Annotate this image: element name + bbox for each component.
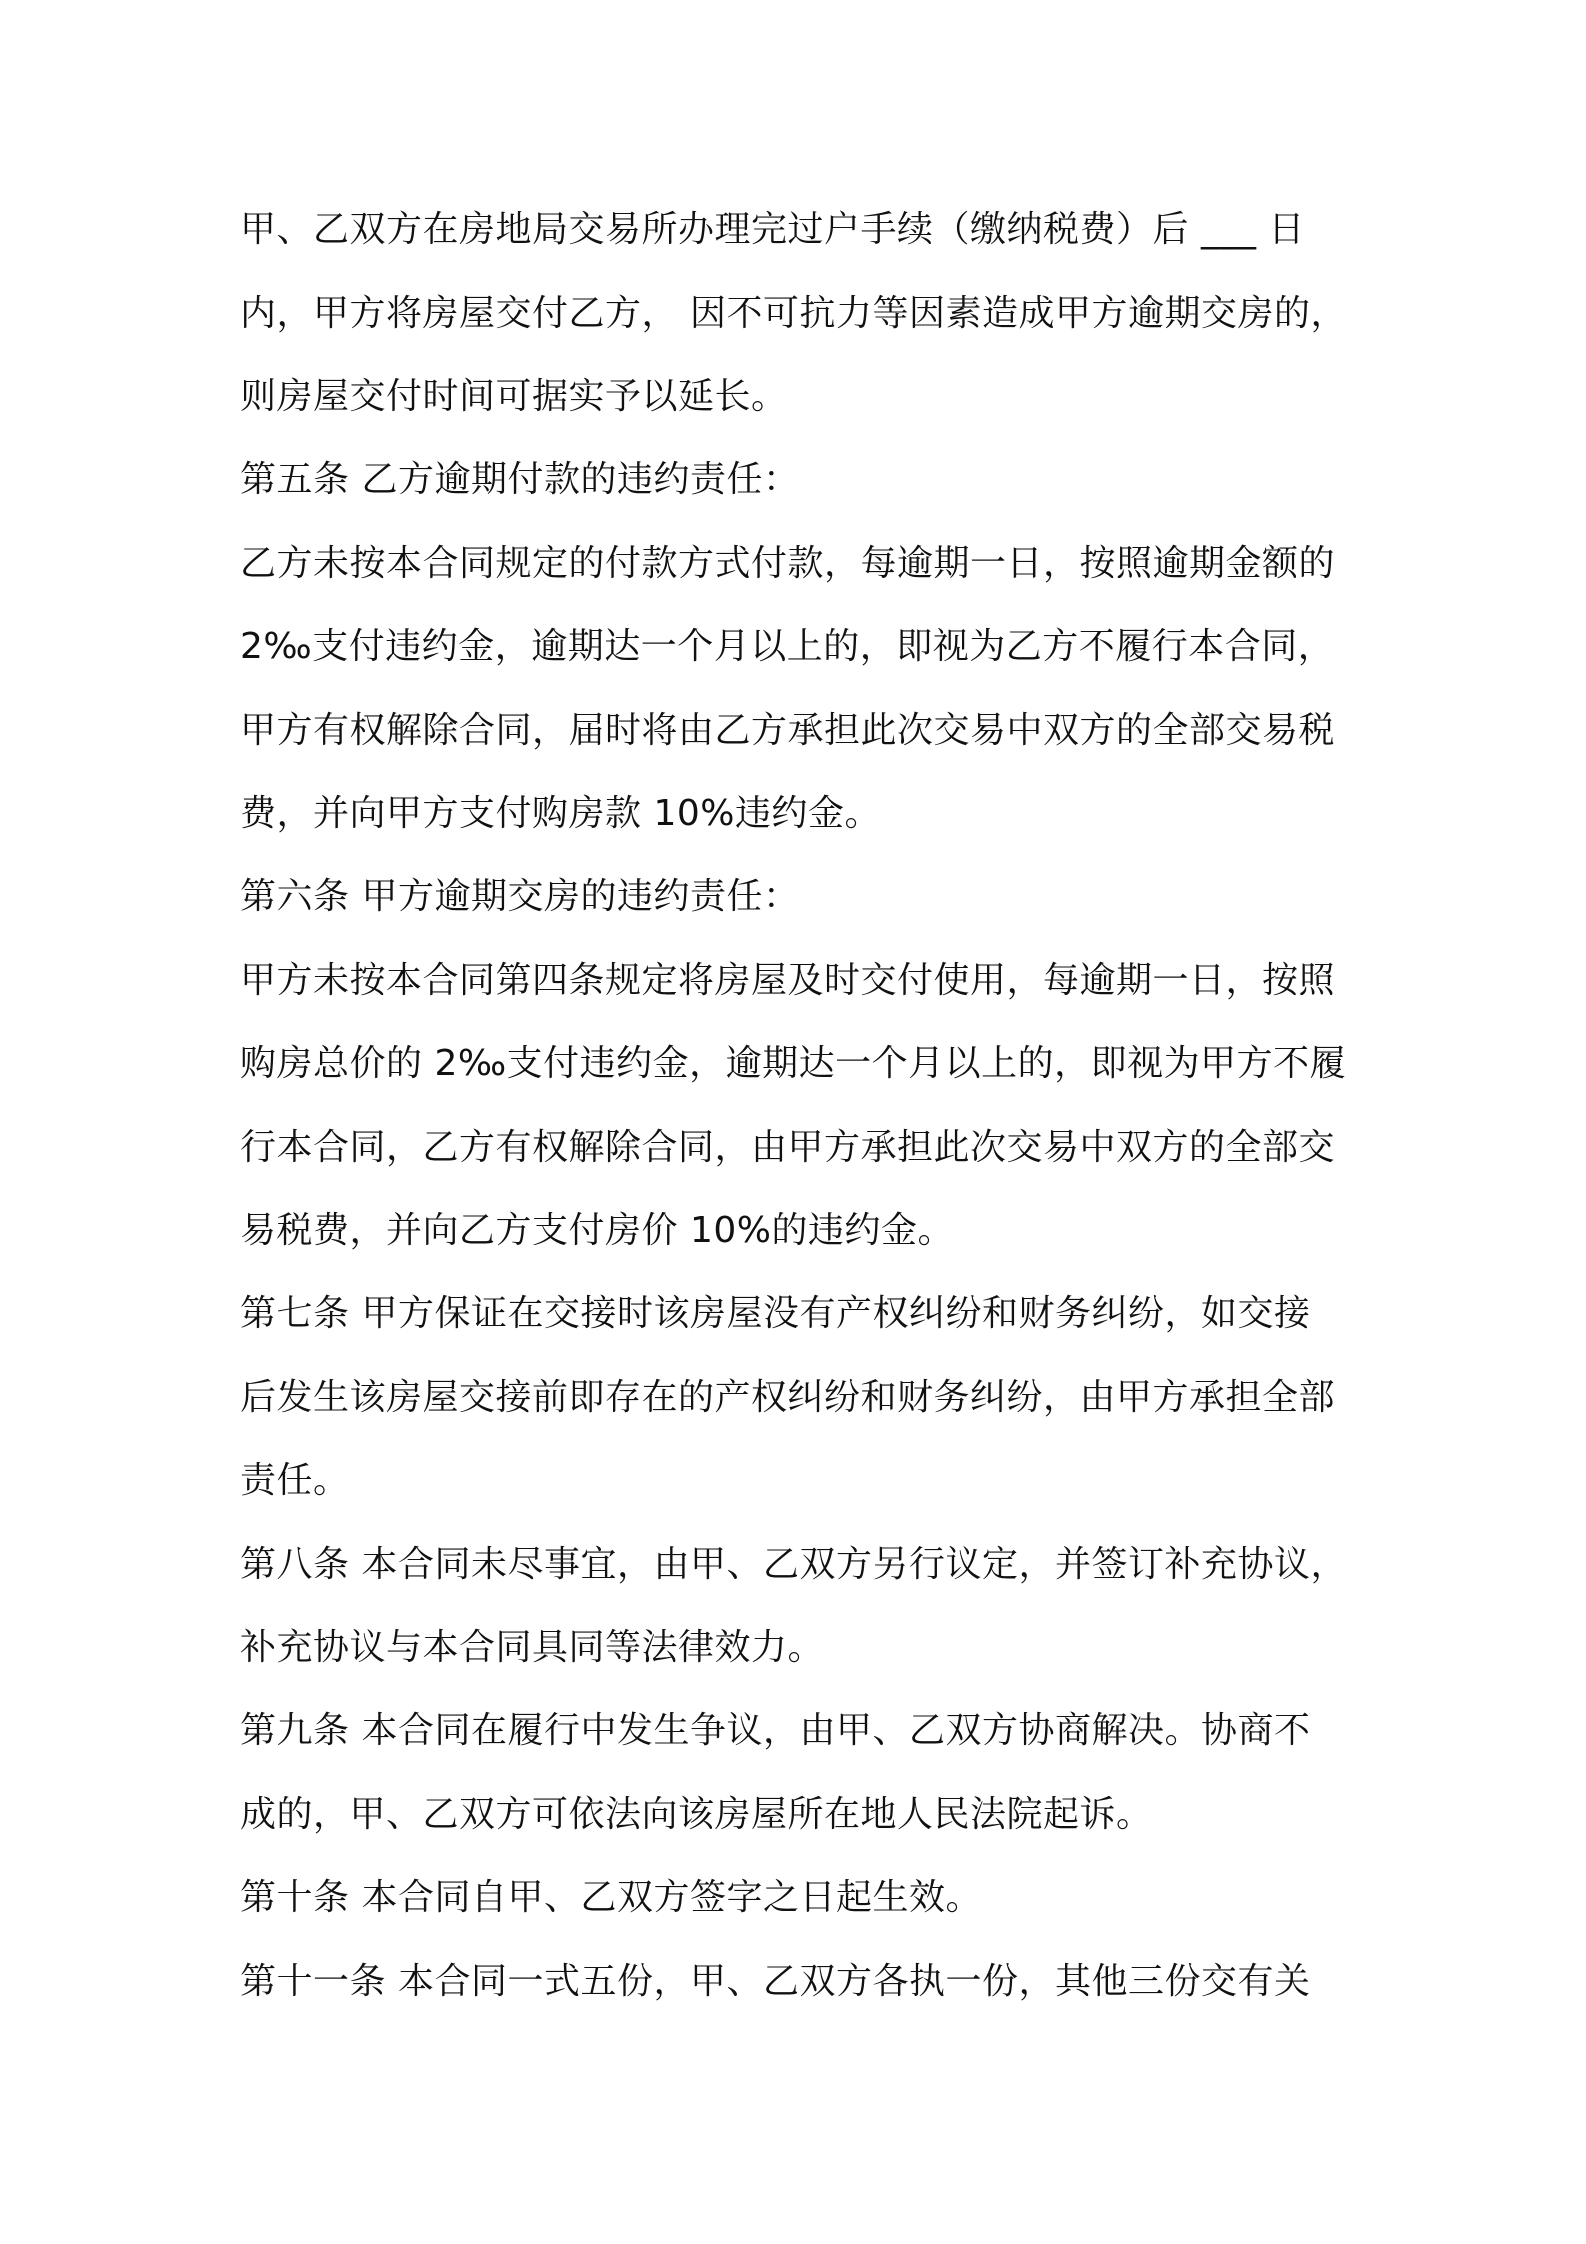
text-line: 行本合同，乙方有权解除合同，由甲方承担此次交易中双方的全部交 [240, 1127, 1336, 1168]
article-line: 第八条 本合同未尽事宜，由甲、乙双方另行议定，并签订补充协议， [240, 1544, 1347, 1585]
text-line: 责任。 [240, 1460, 350, 1501]
text-line: 甲方有权解除合同，届时将由乙方承担此次交易中双方的全部交易税 [240, 710, 1336, 751]
article-line: 第九条 本合同在履行中发生争议，由甲、乙双方协商解决。协商不 [240, 1710, 1311, 1751]
text-line: 乙方未按本合同规定的付款方式付款，每逾期一日，按照逾期金额的 [240, 543, 1336, 584]
text-line: 费，并向甲方支付购房款 10%违约金。 [240, 793, 881, 834]
article-heading: 第六条 甲方逾期交房的违约责任： [240, 876, 800, 917]
text-line: 购房总价的 2‰支付违约金，逾期达一个月以上的，即视为甲方不履 [240, 1043, 1347, 1084]
text-line: 甲、乙双方在房地局交易所办理完过户手续（缴纳税费）后 ___ 日 [240, 209, 1305, 250]
article-heading: 第五条 乙方逾期付款的违约责任： [240, 459, 800, 500]
text-line: 内，甲方将房屋交付乙方， 因不可抗力等因素造成甲方逾期交房的， [240, 293, 1347, 334]
text-line: 后发生该房屋交接前即存在的产权纠纷和财务纠纷，由甲方承担全部 [240, 1377, 1336, 1418]
article-line: 第七条 甲方保证在交接时该房屋没有产权纠纷和财务纠纷，如交接 [240, 1293, 1311, 1334]
text-line: 易税费，并向乙方支付房价 10%的违约金。 [240, 1210, 954, 1251]
text-line: 2‰支付违约金，逾期达一个月以上的，即视为乙方不履行本合同， [240, 626, 1335, 667]
text-line: 甲方未按本合同第四条规定将房屋及时交付使用，每逾期一日，按照 [240, 960, 1336, 1001]
article-line: 第十一条 本合同一式五份，甲、乙双方各执一份，其他三份交有关 [240, 1961, 1311, 2002]
text-line: 则房屋交付时间可据实予以延长。 [240, 376, 788, 417]
text-line: 补充协议与本合同具同等法律效力。 [240, 1627, 825, 1668]
article-line: 第十条 本合同自甲、乙双方签字之日起生效。 [240, 1877, 982, 1918]
text-line: 成的，甲、乙双方可依法向该房屋所在地人民法院起诉。 [240, 1794, 1153, 1835]
